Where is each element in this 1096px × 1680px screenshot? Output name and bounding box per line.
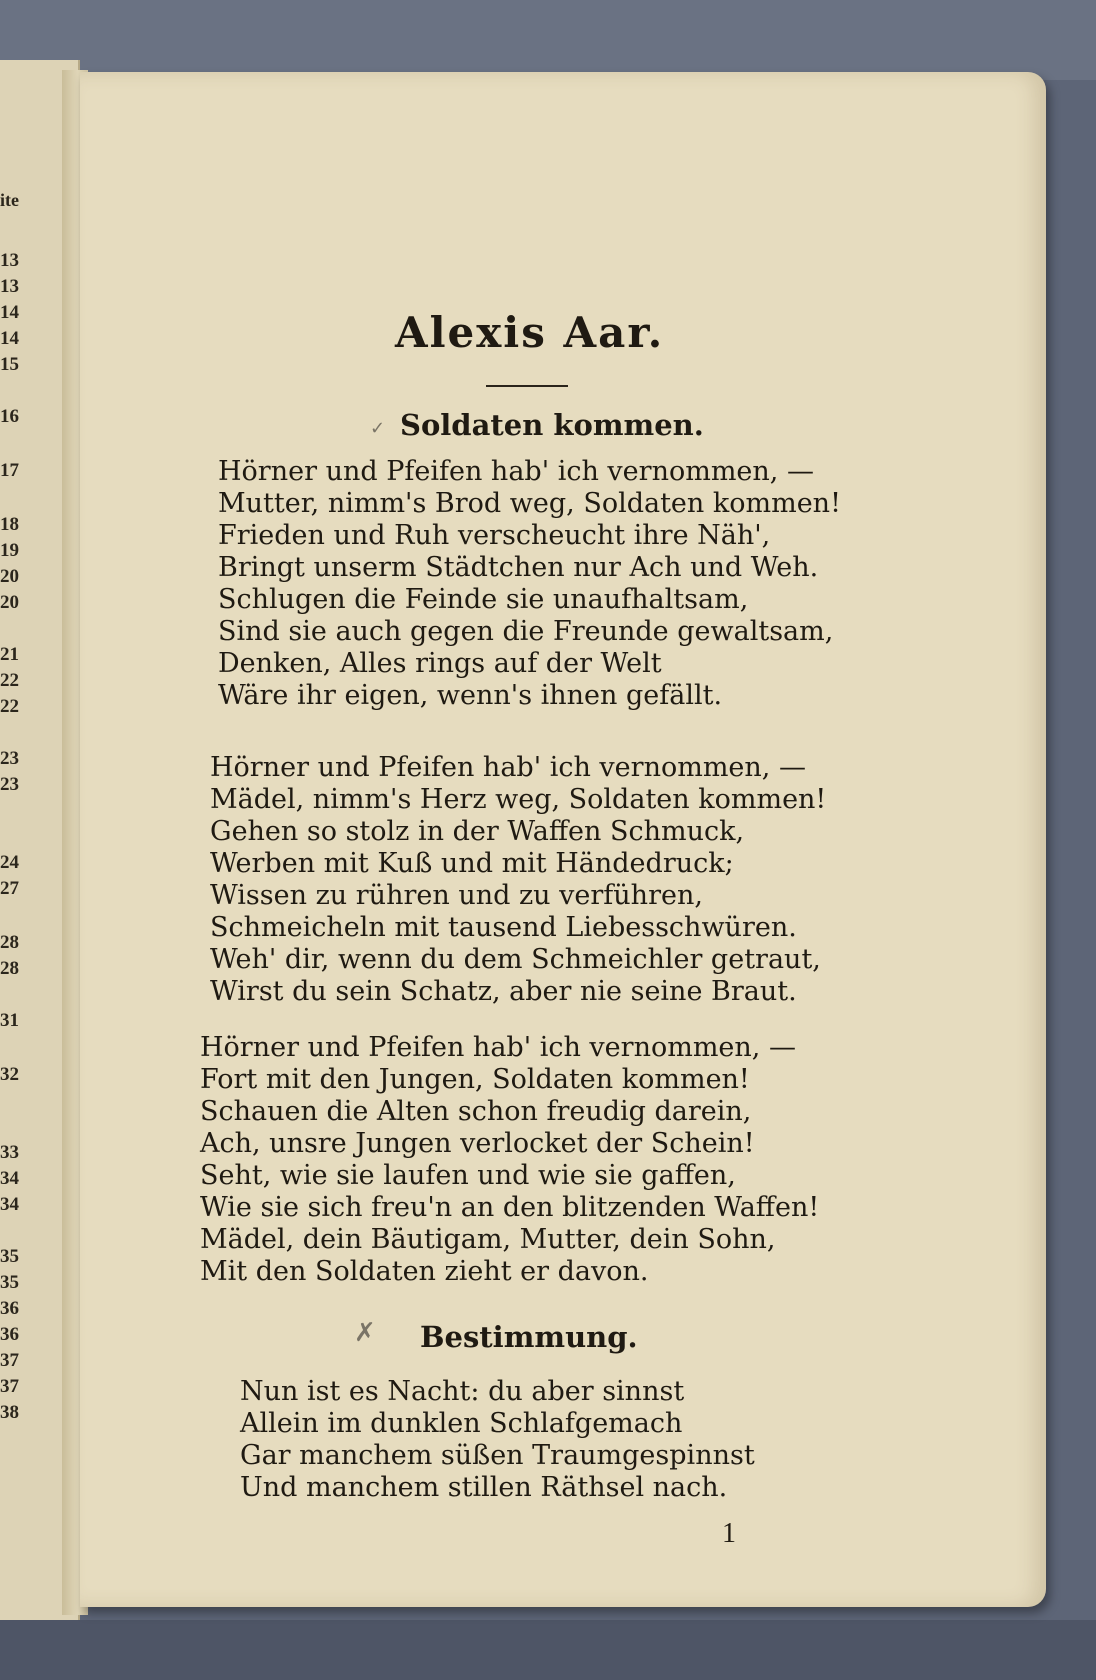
verse-line: Nun ist es Nacht: du aber sinnst: [240, 1376, 685, 1407]
verse-line: Allein im dunklen Schlafgemach: [240, 1408, 683, 1439]
verse-line: Seht, wie sie laufen und wie sie gaffen,: [200, 1160, 736, 1191]
toc-number: 23: [0, 774, 19, 795]
verse-line: Hörner und Pfeifen hab' ich vernommen, —: [218, 456, 814, 487]
verse-line: Mit den Soldaten zieht er davon.: [200, 1256, 649, 1287]
toc-number: 35: [0, 1272, 19, 1293]
toc-number: 14: [0, 328, 19, 349]
verse-line: Wirst du sein Schatz, aber nie seine Braut.: [210, 976, 797, 1007]
verse-line: Gehen so stolz in der Waffen Schmuck,: [210, 816, 745, 847]
verse-line: Mädel, dein Bäutigam, Mutter, dein Sohn,: [200, 1224, 776, 1255]
toc-number: 21: [0, 644, 19, 665]
verse-line: Werben mit Kuß und mit Händedruck;: [210, 848, 734, 879]
toc-header-fragment: ite: [0, 190, 19, 210]
toc-number: 27: [0, 878, 19, 899]
verse-line: Fort mit den Jungen, Soldaten kommen!: [200, 1064, 750, 1095]
author-title: Alexis Aar.: [395, 308, 665, 357]
verse-line: Schauen die Alten schon freudig darein,: [200, 1096, 752, 1127]
toc-number: 13: [0, 250, 19, 271]
toc-number: 32: [0, 1064, 19, 1085]
toc-number: 13: [0, 276, 19, 297]
stanza: [218, 456, 841, 712]
toc-number: 24: [0, 852, 19, 873]
stanza: [210, 752, 826, 1008]
verse-line: Mutter, nimm's Brod weg, Soldaten kommen!: [218, 488, 841, 519]
poem-title: Soldaten kommen.: [400, 408, 704, 442]
toc-number: 28: [0, 932, 19, 953]
title-rule: [486, 385, 568, 387]
verse-line: Weh' dir, wenn du dem Schmeichler getraut,: [210, 944, 821, 975]
verse-line: Wissen zu rühren und zu verführen,: [210, 880, 703, 911]
toc-number: 37: [0, 1376, 19, 1397]
toc-number: 33: [0, 1142, 19, 1163]
verse-line: Hörner und Pfeifen hab' ich vernommen, —: [200, 1032, 796, 1063]
verse-line: Mädel, nimm's Herz weg, Soldaten kommen!: [210, 784, 827, 815]
poem-title: Bestimmung.: [420, 1320, 638, 1354]
toc-number: 34: [0, 1194, 19, 1215]
toc-number: 35: [0, 1246, 19, 1267]
toc-number: 23: [0, 748, 19, 769]
verse-line: Schmeicheln mit tausend Liebesschwüren.: [210, 912, 797, 943]
verse-line: Denken, Alles rings auf der Welt: [218, 648, 662, 679]
background-top: [0, 0, 1096, 80]
verse-line: Wäre ihr eigen, wenn's ihnen gefällt.: [218, 680, 723, 711]
toc-number: 16: [0, 406, 19, 427]
verse-line: Bringt unserm Städtchen nur Ach und Weh.: [218, 552, 819, 583]
checkmark-annotation: ✓: [370, 418, 386, 439]
toc-number: 31: [0, 1010, 19, 1031]
verse-line: Frieden und Ruh verscheucht ihre Näh',: [218, 520, 771, 551]
toc-number: 18: [0, 514, 19, 535]
toc-number: 17: [0, 460, 19, 481]
stanza: [200, 1032, 819, 1288]
toc-number: 19: [0, 540, 19, 561]
verse-line: Gar manchem süßen Traumgespinnst: [240, 1440, 755, 1471]
toc-number: 14: [0, 302, 19, 323]
verse-line: Und manchem stillen Räthsel nach.: [240, 1472, 728, 1503]
verse-line: Sind sie auch gegen die Freunde gewaltsam,: [218, 616, 834, 647]
toc-number: 20: [0, 592, 19, 613]
toc-number: 37: [0, 1350, 19, 1371]
toc-number: 36: [0, 1324, 19, 1345]
toc-number: 34: [0, 1168, 19, 1189]
page-number: 1: [722, 1518, 736, 1549]
verse-line: Hörner und Pfeifen hab' ich vernommen, —: [210, 752, 806, 783]
verse-line: Ach, unsre Jungen verlocket der Schein!: [200, 1128, 755, 1159]
verse-line: Wie sie sich freu'n an den blitzenden Waffen!: [200, 1192, 820, 1223]
toc-number: 38: [0, 1402, 19, 1423]
toc-number: 15: [0, 354, 19, 375]
stanza: [240, 1376, 755, 1504]
toc-number: 22: [0, 670, 19, 691]
toc-number: 36: [0, 1298, 19, 1319]
background-bottom: [0, 1620, 1096, 1680]
toc-number: 22: [0, 696, 19, 717]
verse-line: Schlugen die Feinde sie unaufhaltsam,: [218, 584, 749, 615]
cross-annotation: ✗: [354, 1318, 376, 1348]
toc-number: 20: [0, 566, 19, 587]
toc-number: 28: [0, 958, 19, 979]
